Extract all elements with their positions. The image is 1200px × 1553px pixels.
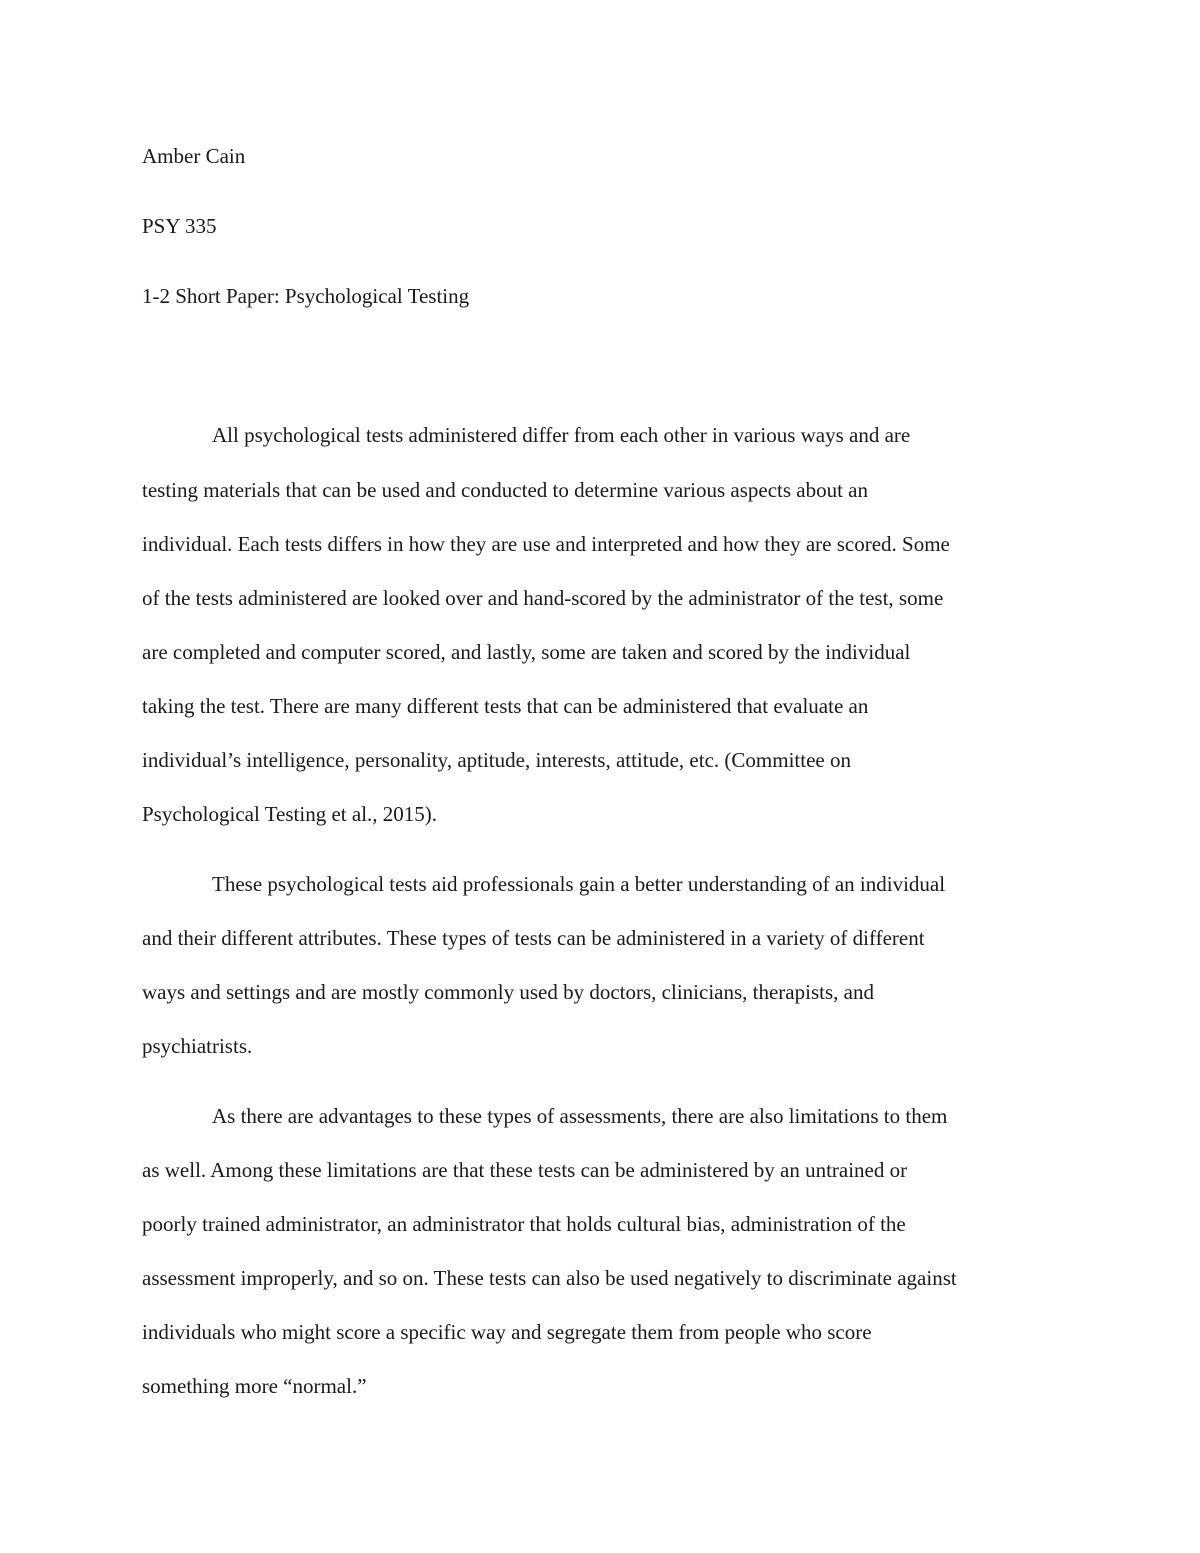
paragraph-3-line: assessment improperly, and so on. These tests can also be used negatively to discriminate against	[142, 1266, 957, 1290]
paragraph-3-line: something more “normal.”	[142, 1374, 367, 1398]
paragraph-1-line: individual. Each tests differs in how they are use and interpreted and how they are scored. Some	[142, 532, 950, 556]
paragraph-3-line: as well. Among these limitations are that these tests can be administered by an untrained or	[142, 1158, 908, 1182]
paragraph-1-line: testing materials that can be used and conducted to determine various aspects about an	[142, 478, 869, 502]
paper-title: 1-2 Short Paper: Psychological Testing	[142, 284, 470, 308]
paragraph-2-line: and their different attributes. These types of tests can be administered in a variety of different	[142, 926, 925, 950]
paragraph-2-line: psychiatrists.	[142, 1034, 253, 1058]
paragraph-1-line: are completed and computer scored, and lastly, some are taken and scored by the individual	[142, 640, 911, 664]
paragraph-3-line: poorly trained administrator, an administrator that holds cultural bias, administration of the	[142, 1212, 906, 1236]
paragraph-2-line: ways and settings and are mostly commonly used by doctors, clinicians, therapists, and	[142, 980, 874, 1004]
paragraph-2-line: These psychological tests aid professionals gain a better understanding of an individual	[212, 872, 946, 896]
paragraph-1-line: taking the test. There are many different tests that can be administered that evaluate an	[142, 694, 869, 718]
paragraph-3-line: individuals who might score a specific way and segregate them from people who score	[142, 1320, 872, 1344]
paragraph-1-line: individual’s intelligence, personality, aptitude, interests, attitude, etc. (Committee on	[142, 748, 851, 772]
author-name: Amber Cain	[142, 144, 246, 168]
paragraph-1-line: Psychological Testing et al., 2015).	[142, 802, 438, 826]
paragraph-1-line: All psychological tests administered differ from each other in various ways and are	[212, 423, 911, 447]
paragraph-1-line: of the tests administered are looked over and hand-scored by the administrator of the test, some	[142, 586, 944, 610]
course-code: PSY 335	[142, 214, 217, 238]
paragraph-3-line: As there are advantages to these types of assessments, there are also limitations to them	[212, 1104, 948, 1128]
